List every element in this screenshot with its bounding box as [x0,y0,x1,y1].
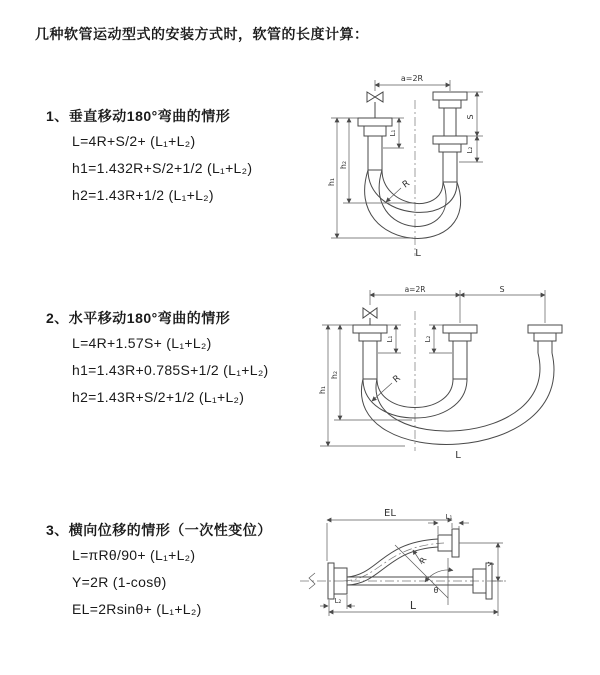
formula-line: h2=1.43R+S/2+1/2 (L₁+L₂) [72,389,245,405]
section-1 [46,106,253,203]
right-pipe-lower-flange [433,136,467,152]
formula-line: Y=2R (1-cosθ) [72,574,167,590]
technical-drawing-3 [298,502,598,657]
dim-el [327,508,452,561]
dim-label-travel: S [499,285,505,294]
dim-label-theta: θ [433,586,439,595]
dim-label-el: EL [384,508,396,519]
dim-y [459,543,503,581]
formula-line: L=πRθ/90+ (L₁+L₂) [72,547,196,563]
dim-label-radius: R [417,555,429,565]
dim-label-radius: R [391,373,403,386]
left-hose-braid [363,341,377,379]
dim-label-length: L [409,599,417,612]
dim-travel-s [459,92,483,162]
formula-line: h1=1.43R+0.785S+1/2 (L₁+L₂) [72,362,269,378]
left-pipe-flange [353,325,387,341]
dim-span [370,285,545,323]
dim-label-fit-top: L₁ [445,513,453,521]
valve-icon [367,92,383,118]
section-2-heading: 2、水平移动180°弯曲的情形 [46,310,231,326]
formula-line: h1=1.432R+S/2+1/2 (L₁+L₂) [72,160,253,176]
dim-label-length: L [455,450,461,461]
dim-label-travel: S [466,114,475,120]
diagram-lateral-displacement [298,502,598,657]
dim-label-fit-left: L₁ [389,129,397,137]
left-pipe-flange [358,118,392,136]
technical-drawing-1 [315,70,575,260]
dim-label-h2: h₂ [330,370,339,380]
diagram-horizontal-move [310,283,595,461]
dim-label-h1: h₁ [327,177,336,187]
formula-line: EL=2Rsinθ+ (L₁+L₂) [72,601,202,617]
dim-label-fit-mid: L₂ [424,335,432,343]
dim-heights [318,325,412,446]
section-3-heading: 3、横向位移的情形（一次性变位） [46,522,272,538]
dim-label-h2: h₂ [339,160,348,170]
angle-theta [395,545,453,605]
dim-label-fit-left: L₂ [334,597,342,605]
valve-icon [363,308,377,325]
formula-line: h2=1.43R+1/2 (L₁+L₂) [72,187,214,203]
dim-label-y: Y [487,561,496,567]
dim-label-fit-right: L₂ [466,146,474,154]
dim-label-span: a=2R [404,285,426,294]
dim-label-fit-left: L₁ [386,335,394,343]
page-title: 几种软管运动型式的安装方式时，软管的长度计算： [35,26,369,42]
technical-drawing-2 [310,283,595,461]
dim-label-span: a=2R [400,74,424,83]
dim-label-h1: h₁ [318,385,327,395]
left-hose-braid [368,136,382,170]
diagram-vertical-move [315,70,575,260]
section-3 [46,520,272,617]
section-1-heading: 1、垂直移动180°弯曲的情形 [46,108,231,124]
formula-line: L=4R+1.57S+ (L₁+L₂) [72,335,212,351]
middle-pipe-flange [443,325,477,341]
hose-loops [361,353,554,444]
right-hose-braid [443,152,457,182]
pipe-break-symbol [309,573,315,589]
dim-label-radius: R [400,178,412,191]
dim-span [375,74,450,91]
right-pipe-flange [528,325,562,353]
section-2 [46,308,269,405]
dim-label-length: L [415,248,421,259]
hose-loops [365,170,461,238]
dim-radius [413,550,429,565]
right-pipe-upper-flange [433,92,467,136]
dim-fit-left [320,595,355,609]
middle-hose-braid [453,341,467,379]
formula-line: L=4R+S/2+ (L₁+L₂) [72,133,196,149]
dim-fit-top [428,513,469,534]
